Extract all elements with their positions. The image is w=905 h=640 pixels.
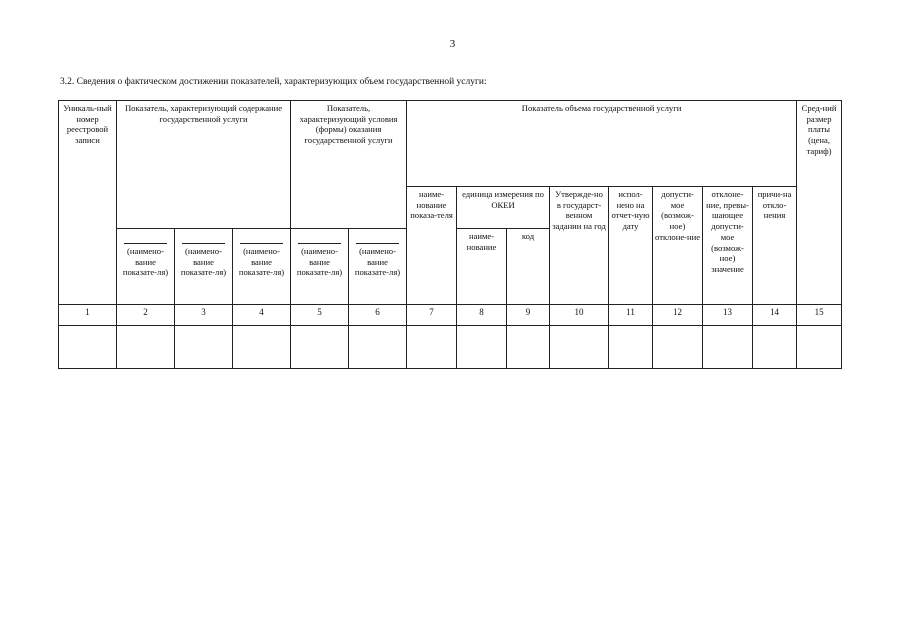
empty-cell [797,326,842,369]
conditions-indicator-2 [349,229,407,305]
column-number: 6 [349,305,407,326]
header-content-indicator: Показатель, характеризующий содержание государственной услуги [117,101,291,229]
header-unit-okei: единица измерения по ОКЕИ [457,187,550,229]
header-approved: Утвержде-но в государст-венном задании на год [550,187,609,305]
empty-cell [507,326,550,369]
column-number: 3 [175,305,233,326]
indicator-name-caption: (наимено-вание показате-ля) [180,246,227,278]
column-number: 7 [407,305,457,326]
column-number: 5 [291,305,349,326]
empty-cell [59,326,117,369]
empty-cell [233,326,291,369]
header-conditions-indicator: Показатель, характеризующий условия (формы) оказания государственной услуги [291,101,407,229]
column-number: 2 [117,305,175,326]
header-volume-indicator: Показатель объема государственной услуги [407,101,797,187]
empty-cell [175,326,233,369]
column-number: 14 [753,305,797,326]
empty-cell [609,326,653,369]
empty-data-row [59,326,842,369]
column-numbers-row [59,305,842,326]
column-number: 8 [457,305,507,326]
column-number: 12 [653,305,703,326]
conditions-indicator-1 [291,229,349,305]
column-number: 10 [550,305,609,326]
column-number: 1 [59,305,117,326]
indicator-name-caption: (наимено-вание показате-ля) [296,246,343,278]
indicator-name-caption: (наимено-вание показате-ля) [122,246,169,278]
header-unique-number: Уникаль-ный номер реестровой записи [59,101,117,305]
empty-cell [653,326,703,369]
section-heading: 3.2. Сведения о фактическом достижении показателей, характеризующих объем государственной услуги: [60,77,487,87]
column-number: 11 [609,305,653,326]
empty-cell [753,326,797,369]
content-indicator-2 [175,229,233,305]
empty-cell [291,326,349,369]
page-number: 3 [449,38,456,50]
header-unit-code: код [507,229,550,305]
content-indicator-3 [233,229,291,305]
volume-indicators-table [58,100,842,369]
indicator-name-caption: (наимено-вание показате-ля) [354,246,401,278]
column-number: 4 [233,305,291,326]
empty-cell [703,326,753,369]
empty-cell [117,326,175,369]
header-unit-name: наиме-нование [457,229,507,305]
column-number: 9 [507,305,550,326]
header-exceeding-deviation: отклоне-ние, превы-шающее допусти-мое (возмож-ное) значение [703,187,753,305]
empty-cell [550,326,609,369]
header-indicator-name: наиме-нование показа-теля [407,187,457,305]
column-number: 15 [797,305,842,326]
content-indicator-1 [117,229,175,305]
empty-cell [407,326,457,369]
header-average-fee: Сред-ний размер платы (цена, тариф) [797,101,842,305]
indicator-name-caption: (наимено-вание показате-ля) [238,246,285,278]
empty-cell [457,326,507,369]
header-executed: испол-нено на отчет-ную дату [609,187,653,305]
empty-cell [349,326,407,369]
column-number: 13 [703,305,753,326]
header-allowed-deviation: допусти-мое (возмож-ное) отклоне-ние [653,187,703,305]
header-deviation-reason: причи-на откло-нения [753,187,797,305]
